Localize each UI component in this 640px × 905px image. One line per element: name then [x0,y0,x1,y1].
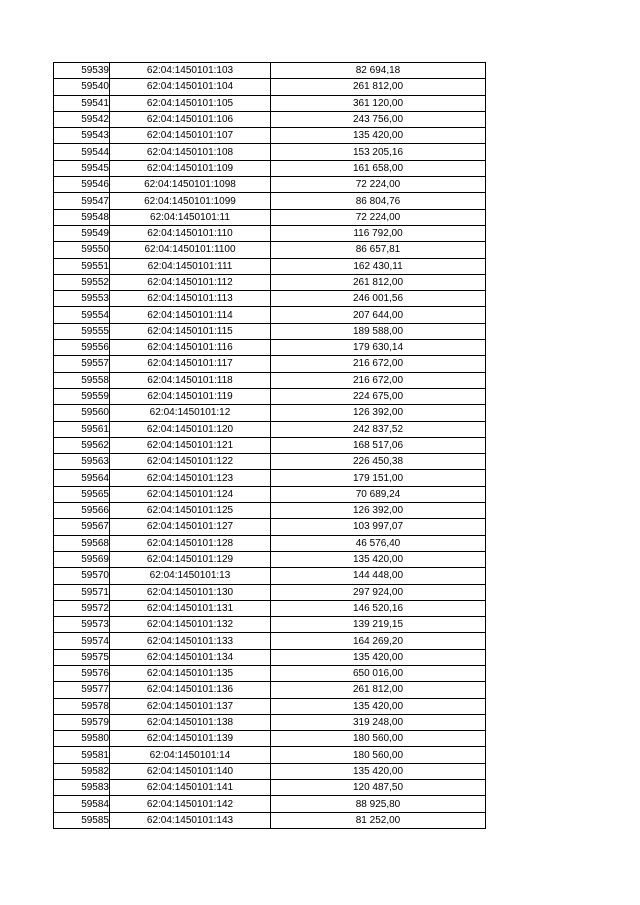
cadastral-number-cell: 62:04:1450101:116 [110,340,271,356]
cadastral-value-cell: 144 448,00 [271,568,486,584]
cadastral-value-cell: 103 997,07 [271,519,486,535]
table-row [54,160,486,176]
row-number-cell: 59551 [54,258,110,274]
table-row [54,568,486,584]
row-number-cell: 59570 [54,568,110,584]
cadastral-value-cell: 261 812,00 [271,682,486,698]
cadastral-value-cell: 164 269,20 [271,633,486,649]
cadastral-value-cell: 88 925,80 [271,796,486,812]
table-row [54,258,486,274]
cadastral-number-cell: 62:04:1450101:11 [110,209,271,225]
row-number-cell: 59576 [54,665,110,681]
cadastral-value-cell: 46 576,40 [271,535,486,551]
cadastral-number-cell: 62:04:1450101:13 [110,568,271,584]
table-row [54,714,486,730]
row-number-cell: 59540 [54,79,110,95]
cadastral-number-cell: 62:04:1450101:130 [110,584,271,600]
row-number-cell: 59552 [54,274,110,290]
table-row [54,291,486,307]
cadastral-value-cell: 162 430,11 [271,258,486,274]
table-row [54,665,486,681]
table-row [54,551,486,567]
table-row [54,144,486,160]
row-number-cell: 59548 [54,209,110,225]
cadastral-value-cell: 86 657,81 [271,242,486,258]
row-number-cell: 59560 [54,405,110,421]
cadastral-number-cell: 62:04:1450101:120 [110,421,271,437]
row-number-cell: 59543 [54,128,110,144]
row-number-cell: 59542 [54,111,110,127]
cadastral-number-cell: 62:04:1450101:108 [110,144,271,160]
cadastral-number-cell: 62:04:1450101:125 [110,503,271,519]
cadastral-value-cell: 261 812,00 [271,274,486,290]
cadastral-number-cell: 62:04:1450101:111 [110,258,271,274]
table-row [54,731,486,747]
cadastral-number-cell: 62:04:1450101:114 [110,307,271,323]
cadastral-value-cell: 243 756,00 [271,111,486,127]
cadastral-value-cell: 246 001,56 [271,291,486,307]
cadastral-value-cell: 72 224,00 [271,177,486,193]
cadastral-number-cell: 62:04:1450101:135 [110,665,271,681]
cadastral-number-cell: 62:04:1450101:110 [110,225,271,241]
cadastral-number-cell: 62:04:1450101:106 [110,111,271,127]
cadastral-number-cell: 62:04:1450101:123 [110,470,271,486]
table-row [54,307,486,323]
cadastral-number-cell: 62:04:1450101:137 [110,698,271,714]
row-number-cell: 59559 [54,388,110,404]
cadastral-number-cell: 62:04:1450101:128 [110,535,271,551]
row-number-cell: 59546 [54,177,110,193]
cadastral-value-cell: 650 016,00 [271,665,486,681]
cadastral-number-cell: 62:04:1450101:133 [110,633,271,649]
table-row [54,95,486,111]
table-row [54,486,486,502]
row-number-cell: 59567 [54,519,110,535]
table-row [54,323,486,339]
cadastral-value-cell: 207 644,00 [271,307,486,323]
cadastral-number-cell: 62:04:1450101:142 [110,796,271,812]
cadastral-number-cell: 62:04:1450101:112 [110,274,271,290]
table-row [54,763,486,779]
cadastral-value-cell: 261 812,00 [271,79,486,95]
cadastral-number-cell: 62:04:1450101:12 [110,405,271,421]
table-row [54,225,486,241]
cadastral-value-cell: 189 588,00 [271,323,486,339]
table-row [54,519,486,535]
cadastral-number-cell: 62:04:1450101:140 [110,763,271,779]
table-row [54,405,486,421]
row-number-cell: 59580 [54,731,110,747]
cadastral-value-cell: 153 205,16 [271,144,486,160]
row-number-cell: 59553 [54,291,110,307]
cadastral-value-cell: 135 420,00 [271,763,486,779]
table-row [54,209,486,225]
table-row [54,747,486,763]
row-number-cell: 59558 [54,372,110,388]
row-number-cell: 59574 [54,633,110,649]
table-row [54,242,486,258]
cadastral-number-cell: 62:04:1450101:134 [110,649,271,665]
cadastral-value-cell: 81 252,00 [271,812,486,828]
cadastral-number-cell: 62:04:1450101:139 [110,731,271,747]
row-number-cell: 59550 [54,242,110,258]
cadastral-value-cell: 297 924,00 [271,584,486,600]
row-number-cell: 59544 [54,144,110,160]
table-row [54,535,486,551]
row-number-cell: 59566 [54,503,110,519]
table-row [54,780,486,796]
cadastral-value-cell: 180 560,00 [271,747,486,763]
cadastral-number-cell: 62:04:1450101:119 [110,388,271,404]
cadastral-value-cell: 139 219,15 [271,617,486,633]
table-body [54,63,486,829]
table-row [54,812,486,828]
cadastral-number-cell: 62:04:1450101:132 [110,617,271,633]
cadastral-number-cell: 62:04:1450101:124 [110,486,271,502]
row-number-cell: 59561 [54,421,110,437]
cadastral-number-cell: 62:04:1450101:121 [110,437,271,453]
cadastral-number-cell: 62:04:1450101:107 [110,128,271,144]
cadastral-number-cell: 62:04:1450101:143 [110,812,271,828]
cadastral-value-cell: 319 248,00 [271,714,486,730]
table-row [54,177,486,193]
cadastral-value-cell: 86 804,76 [271,193,486,209]
row-number-cell: 59556 [54,340,110,356]
cadastral-value-cell: 135 420,00 [271,698,486,714]
cadastral-value-table [53,62,486,829]
row-number-cell: 59545 [54,160,110,176]
cadastral-number-cell: 62:04:1450101:109 [110,160,271,176]
cadastral-value-cell: 242 837,52 [271,421,486,437]
cadastral-number-cell: 62:04:1450101:1098 [110,177,271,193]
cadastral-value-cell: 179 151,00 [271,470,486,486]
table-row [54,796,486,812]
table-row [54,470,486,486]
table-row [54,340,486,356]
cadastral-number-cell: 62:04:1450101:127 [110,519,271,535]
row-number-cell: 59578 [54,698,110,714]
cadastral-number-cell: 62:04:1450101:104 [110,79,271,95]
table-row [54,454,486,470]
cadastral-value-cell: 126 392,00 [271,405,486,421]
row-number-cell: 59547 [54,193,110,209]
cadastral-number-cell: 62:04:1450101:136 [110,682,271,698]
cadastral-number-cell: 62:04:1450101:14 [110,747,271,763]
table-row [54,682,486,698]
table-row [54,63,486,79]
row-number-cell: 59568 [54,535,110,551]
table-row [54,437,486,453]
table-row [54,584,486,600]
row-number-cell: 59565 [54,486,110,502]
row-number-cell: 59549 [54,225,110,241]
cadastral-number-cell: 62:04:1450101:117 [110,356,271,372]
cadastral-value-cell: 216 672,00 [271,356,486,372]
table-row [54,617,486,633]
cadastral-value-cell: 226 450,38 [271,454,486,470]
cadastral-number-cell: 62:04:1450101:113 [110,291,271,307]
row-number-cell: 59571 [54,584,110,600]
row-number-cell: 59562 [54,437,110,453]
cadastral-number-cell: 62:04:1450101:131 [110,600,271,616]
cadastral-value-cell: 216 672,00 [271,372,486,388]
cadastral-value-cell: 361 120,00 [271,95,486,111]
row-number-cell: 59575 [54,649,110,665]
row-number-cell: 59579 [54,714,110,730]
cadastral-value-cell: 120 487,50 [271,780,486,796]
cadastral-value-cell: 224 675,00 [271,388,486,404]
row-number-cell: 59554 [54,307,110,323]
cadastral-value-cell: 135 420,00 [271,128,486,144]
row-number-cell: 59584 [54,796,110,812]
table-row [54,111,486,127]
row-number-cell: 59563 [54,454,110,470]
cadastral-value-cell: 135 420,00 [271,551,486,567]
row-number-cell: 59582 [54,763,110,779]
table-row [54,698,486,714]
cadastral-value-cell: 161 658,00 [271,160,486,176]
cadastral-value-cell: 116 792,00 [271,225,486,241]
cadastral-number-cell: 62:04:1450101:105 [110,95,271,111]
cadastral-value-cell: 70 689,24 [271,486,486,502]
row-number-cell: 59555 [54,323,110,339]
row-number-cell: 59569 [54,551,110,567]
table-row [54,193,486,209]
cadastral-number-cell: 62:04:1450101:122 [110,454,271,470]
cadastral-value-cell: 146 520,16 [271,600,486,616]
table-row [54,633,486,649]
cadastral-value-cell: 72 224,00 [271,209,486,225]
table-row [54,274,486,290]
cadastral-number-cell: 62:04:1450101:1100 [110,242,271,258]
cadastral-number-cell: 62:04:1450101:141 [110,780,271,796]
row-number-cell: 59564 [54,470,110,486]
row-number-cell: 59539 [54,63,110,79]
cadastral-value-cell: 168 517,06 [271,437,486,453]
row-number-cell: 59541 [54,95,110,111]
table-row [54,356,486,372]
cadastral-value-cell: 180 560,00 [271,731,486,747]
table-row [54,649,486,665]
cadastral-value-cell: 82 694,18 [271,63,486,79]
table-row [54,600,486,616]
row-number-cell: 59557 [54,356,110,372]
row-number-cell: 59577 [54,682,110,698]
row-number-cell: 59573 [54,617,110,633]
cadastral-number-cell: 62:04:1450101:115 [110,323,271,339]
table-row [54,421,486,437]
cadastral-number-cell: 62:04:1450101:1099 [110,193,271,209]
table-row [54,503,486,519]
cadastral-number-cell: 62:04:1450101:118 [110,372,271,388]
cadastral-number-cell: 62:04:1450101:138 [110,714,271,730]
cadastral-number-cell: 62:04:1450101:103 [110,63,271,79]
table-row [54,372,486,388]
row-number-cell: 59583 [54,780,110,796]
row-number-cell: 59585 [54,812,110,828]
cadastral-value-cell: 135 420,00 [271,649,486,665]
cadastral-value-cell: 126 392,00 [271,503,486,519]
cadastral-value-cell: 179 630,14 [271,340,486,356]
table-row [54,388,486,404]
cadastral-number-cell: 62:04:1450101:129 [110,551,271,567]
table-row [54,128,486,144]
table-row [54,79,486,95]
row-number-cell: 59572 [54,600,110,616]
row-number-cell: 59581 [54,747,110,763]
